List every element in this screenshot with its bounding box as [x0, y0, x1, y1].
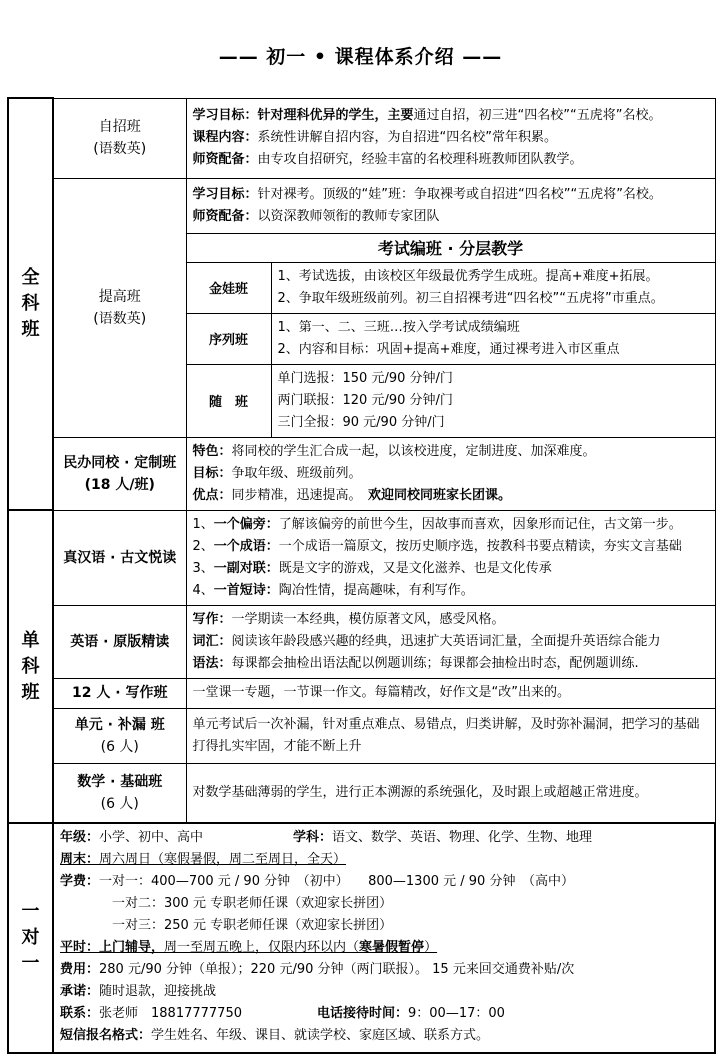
yiduiyi-details: 年级：小学、初中、高中 学科：语文、数学、英语、物理、化学、生物、地理 周末：周六周日（寒假暑假，周二至周日，全天） 学费：一对一：400—700 元 / 90 分钟 （初中） 800—1300 元 / 90 分钟 （高中） 一对二：300 元 专职老师任课（欢迎家长拼团） 一对三：250 元 专职老师任课（欢迎家长拼团） 平时：上门辅导，周一至周五晚上，仅限内环以内（寒暑假暂停） 费用：280 元/90 分钟（单报）；220 元/90 分钟（两门联报）。 15 元来回交通费补贴/次 承诺：随时退款，迎接挑战 联系：张老师 18817777750 电话接待时间：9：00—17：00 短信报名格式：学生姓名、年级、课目、就读学校、家庭区域、联系方式。	[53, 823, 715, 1053]
suiban-details: 单门选报：150 元/90 分钟/门 两门联报：120 元/90 分钟/门 三门全报：90 元/90 分钟/门	[271, 364, 715, 437]
hanyu-details: 1、一个偏旁：了解该偏旁的前世今生，因故事而喜欢，因象形而记住，古文第一步。 2、一个成语：一个成语一篇原文，按历史顺序选，按教科书要点精读，夯实文言基础 3、一副对联：既是文字的游戏，又是文化滋养、也是文化传承 4、一首短诗：陶冶性情，提高趣味，有利写作。	[186, 510, 715, 605]
class-math: 数学 · 基础班 (6 人)	[53, 763, 186, 823]
class-hanyu: 真汉语 · 古文悦读	[53, 510, 186, 605]
jinwa-details: 1、考试选拔，由该校区年级最优秀学生成班。提高+难度+拓展。 2、争取年级班级前列。初三自招裸考进“四名校”“五虎将”市重点。	[271, 262, 715, 313]
tigao-banner: 考试编班 · 分层教学	[186, 233, 715, 262]
buhou-details: 单元考试后一次补漏，针对重点难点、易错点，归类讲解，及时弥补漏洞，把学习的基础打得扎实牢固，才能不断上升	[186, 708, 715, 763]
class-tigao: 提高班 (语数英)	[53, 178, 186, 437]
course-table	[7, 97, 716, 1054]
category-yiduiyi: 一 对 一	[8, 823, 53, 1053]
category-danke: 单 科 班	[8, 510, 53, 823]
class-writing: 12 人 · 写作班	[53, 678, 186, 708]
class-zizhao: 自招班 (语数英)	[53, 98, 186, 178]
page-title: —— 初一 • 课程体系介绍 ——	[218, 46, 503, 68]
class-buhou: 单元 · 补漏 班 (6 人)	[53, 708, 186, 763]
class-english: 英语 · 原版精读	[53, 605, 186, 678]
tigao-details: 学习目标：针对裸考。顶级的“娃”班：争取裸考或自招进“四名校”“五虎将”名校。 师资配备：以资深教师领衔的教师专家团队	[186, 178, 715, 233]
subclass-xulie: 序列班	[186, 313, 271, 364]
class-minban: 民办同校 · 定制班 (18 人/班)	[53, 437, 186, 510]
subclass-suiban: 随 班	[186, 364, 271, 437]
subclass-jinwa: 金娃班	[186, 262, 271, 313]
math-details: 对数学基础薄弱的学生，进行正本溯源的系统强化，及时跟上或超越正常进度。	[186, 763, 715, 823]
english-details: 写作：一学期读一本经典，模仿原著文风，感受风格。 词汇：阅读该年龄段感兴趣的经典，迅速扩大英语词汇量，全面提升英语综合能力 语法：每课都会抽检出语法配以例题训练；每课都会抽检出时态，配例题训练.	[186, 605, 715, 678]
writing-details: 一堂课一专题，一节课一作文。每篇精改，好作文是“改”出来的。	[186, 678, 715, 708]
xulie-details: 1、第一、二、三班…按入学考试成绩编班 2、内容和目标：巩固+提高+难度，通过裸考进入市区重点	[271, 313, 715, 364]
zizhao-details: 学习目标：针对理科优异的学生，主要通过自招，初三进“四名校”“五虎将”名校。 课程内容：系统性讲解自招内容，为自招进“四名校”常年积累。 师资配备：由专攻自招研究，经验丰富的名校理科班教师团队教学。	[186, 98, 715, 178]
minban-details: 特色：将同校的学生汇合成一起，以该校进度，定制进度、加深难度。 目标：争取年级、班级前列。 优点：同步精准，迅速提高。 欢迎同校同班家长团课。	[186, 437, 715, 510]
category-quanke: 全 科 班	[8, 98, 53, 510]
